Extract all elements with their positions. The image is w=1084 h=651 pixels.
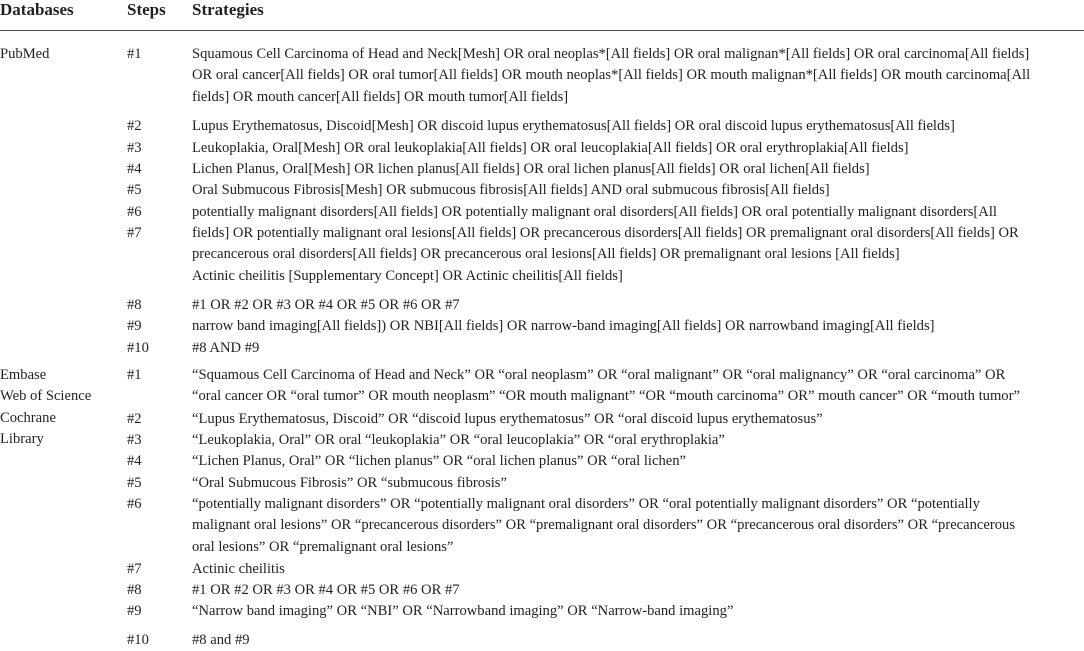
database-name: Cochrane bbox=[0, 409, 56, 426]
database-name: Web of Science bbox=[0, 388, 92, 405]
step-number: #3 bbox=[127, 432, 142, 448]
header-rule bbox=[0, 30, 1084, 31]
header-databases: Databases bbox=[0, 0, 74, 19]
strategy-text: “Narrow band imaging” OR “NBI” OR “Narrowband imaging” OR “Narrow-band imaging” bbox=[192, 603, 734, 619]
step-number: #9 bbox=[127, 603, 142, 619]
strategy-text: #8 and #9 bbox=[192, 632, 250, 648]
strategy-text: #1 OR #2 OR #3 OR #4 OR #5 OR #6 OR #7 bbox=[192, 582, 460, 598]
strategy-text: oral lesions” OR “premalignant oral lesions” bbox=[192, 538, 454, 555]
step-number: #5 bbox=[127, 182, 142, 198]
strategy-text: #1 OR #2 OR #3 OR #4 OR #5 OR #6 OR #7 bbox=[192, 297, 460, 313]
step-number: #10 bbox=[127, 340, 149, 356]
database-name: Library bbox=[0, 431, 44, 448]
database-name: PubMed bbox=[0, 46, 50, 62]
strategy-text: “Leukoplakia, Oral” OR oral “leukoplakia” OR “oral leucoplakia” OR “oral erythroplakia” bbox=[192, 432, 725, 448]
header-steps: Steps bbox=[127, 0, 166, 19]
strategy-text: precancerous oral disorders[All fields] OR precancerous oral lesions[All fields] OR premalignant oral lesions [All fields] bbox=[192, 246, 900, 263]
strategy-text: narrow band imaging[All fields]) OR NBI[All fields] OR narrow-band imaging[All fields] OR narrowband imaging[All fields] bbox=[192, 318, 935, 334]
step-number: #1 bbox=[127, 46, 142, 62]
strategy-text: “potentially malignant disorders” OR “potentially malignant oral disorders” OR “oral potentially malignant disorders” OR “potentially bbox=[192, 496, 980, 512]
step-number: #8 bbox=[127, 582, 142, 598]
step-number: #1 bbox=[127, 367, 142, 383]
step-number: #6 bbox=[127, 496, 142, 512]
step-number: #6 bbox=[127, 204, 142, 220]
strategy-text: “Lupus Erythematosus, Discoid” OR “discoid lupus erythematosus” OR “oral discoid lupus erythematosus” bbox=[192, 411, 823, 427]
database-name: Embase bbox=[0, 367, 47, 383]
strategy-text: Lichen Planus, Oral[Mesh] OR lichen planus[All fields] OR oral lichen planus[All fields] OR oral lichen[All fields] bbox=[192, 161, 870, 177]
strategy-text: “oral cancer OR “oral tumor” OR mouth neoplasm” “OR mouth malignant” “OR “mouth carcinoma” OR” mouth cancer” OR “mouth tumor” bbox=[192, 388, 1020, 405]
strategy-text: OR oral cancer[All fields] OR oral tumor[All fields] OR mouth neoplas*[All fields] OR mouth malignan*[All fields] OR mouth carcinoma[All bbox=[192, 67, 1031, 84]
step-number: #10 bbox=[127, 632, 149, 648]
strategy-text: Squamous Cell Carcinoma of Head and Neck[Mesh] OR oral neoplas*[All fields] OR oral malignan*[All fields] OR oral carcinoma[All fields] bbox=[192, 46, 1030, 62]
strategy-text: #8 AND #9 bbox=[192, 340, 260, 356]
strategy-text: “Squamous Cell Carcinoma of Head and Neck” OR “oral neoplasm” OR “oral malignant” OR “oral malignancy” OR “oral carcinoma” OR bbox=[192, 367, 1006, 383]
step-number: #2 bbox=[127, 118, 142, 134]
strategy-text: “Lichen Planus, Oral” OR “lichen planus” OR “oral lichen planus” OR “oral lichen” bbox=[192, 453, 686, 469]
header-strategies: Strategies bbox=[192, 0, 264, 19]
strategy-text: “Oral Submucous Fibrosis” OR “submucous fibrosis” bbox=[192, 475, 507, 491]
strategy-text: Leukoplakia, Oral[Mesh] OR oral leukoplakia[All fields] OR oral leucoplakia[All fields] OR oral erythroplakia[All fields] bbox=[192, 140, 909, 156]
strategy-text: Actinic cheilitis bbox=[192, 561, 285, 577]
strategy-text: malignant oral lesions” OR “precancerous disorders” OR “premalignant oral disorders” OR “precancerous oral disorders” OR “precancerous bbox=[192, 517, 1016, 534]
step-number: #4 bbox=[127, 453, 142, 469]
step-number: #7 bbox=[127, 225, 142, 241]
strategy-text: fields] OR mouth cancer[All fields] OR mouth tumor[All fields] bbox=[192, 88, 569, 105]
step-number: #5 bbox=[127, 475, 142, 491]
step-number: #9 bbox=[127, 318, 142, 334]
step-number: #2 bbox=[127, 411, 142, 427]
step-number: #4 bbox=[127, 161, 142, 177]
strategy-text: Oral Submucous Fibrosis[Mesh] OR submucous fibrosis[All fields] AND oral submucous fibrosis[All fields] bbox=[192, 182, 830, 198]
step-number: #7 bbox=[127, 561, 142, 577]
step-number: #8 bbox=[127, 297, 142, 313]
strategy-text: Lupus Erythematosus, Discoid[Mesh] OR discoid lupus erythematosus[All fields] OR oral discoid lupus erythematosus[All fields] bbox=[192, 118, 955, 134]
strategy-text: fields] OR potentially malignant oral lesions[All fields] OR precancerous disorders[All fields] OR premalignant oral disorders[All fields] OR bbox=[192, 225, 1019, 241]
step-number: #3 bbox=[127, 140, 142, 156]
strategy-text: potentially malignant disorders[All fields] OR potentially malignant oral disorders[All fields] OR oral potentially malignant disorders[All bbox=[192, 204, 997, 220]
strategy-text: Actinic cheilitis [Supplementary Concept] OR Actinic cheilitis[All fields] bbox=[192, 267, 623, 284]
